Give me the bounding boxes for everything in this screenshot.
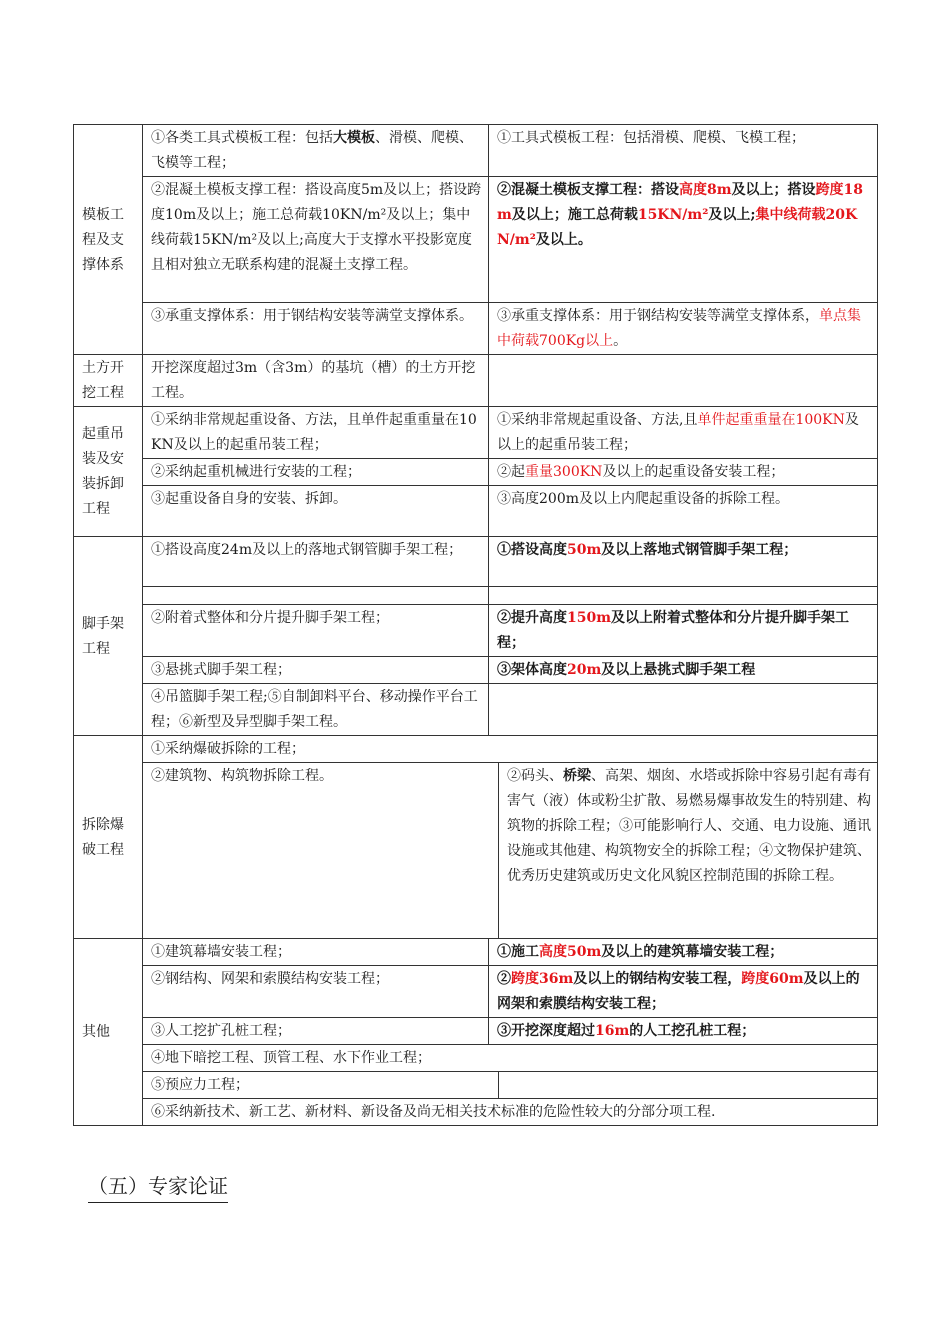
formwork-left-3: ③承重支撑体系：用于钢结构安装等满堂支撑体系。	[143, 303, 489, 355]
other-right-2: ②跨度36m及以上的钢结构安装工程，跨度60m及以上的网架和索膜结构安装工程；	[489, 966, 878, 1018]
demolition-right-2: ②码头、桥梁、高架、烟囱、水塔或拆除中容易引起有毒有害气（液）体或粉尘扩散、易燃易爆事故发生的特别建、构筑物的拆除工程；③可能影响行人、交通、电力设施、通讯设施或其他建、构筑物安全的拆除工程；④文物保护建筑、优秀历史建筑或历史文化风貌区控制范围的拆除工程。	[499, 763, 878, 939]
scaffold-spacer-right	[489, 587, 878, 605]
table-row	[74, 1018, 878, 1045]
table-row	[74, 459, 878, 486]
table-row	[74, 966, 878, 1018]
table-row	[74, 125, 878, 177]
demolition-row-1: ①采纳爆破拆除的工程；	[143, 736, 878, 763]
earthwork-left: 开挖深度超过3m（含3m）的基坑（槽）的土方开挖工程。	[143, 355, 489, 407]
formwork-left-2: ②混凝土模板支撑工程：搭设高度5m及以上；搭设跨度10m及以上；施工总荷载10KN/m²及以上；集中线荷载15KN/m²及以上;高度大于支撑水平投影宽度且相对独立无联系构建的混凝土支撑工程。	[143, 177, 489, 303]
scaffold-spacer-left	[143, 587, 489, 605]
lifting-right-1: ①采纳非常规起重设备、方法,且单件起重重量在100KN及以上的起重吊装工程；	[489, 407, 878, 459]
scaffold-left-4: ④吊篮脚手架工程;⑤自制卸料平台、移动操作平台工程；⑥新型及异型脚手架工程。	[143, 684, 489, 736]
earthwork-right	[489, 355, 878, 407]
scaffold-left-3: ③悬挑式脚手架工程；	[143, 657, 489, 684]
table-row	[74, 605, 878, 657]
section-title: （五）专家论证	[88, 1172, 228, 1203]
category-earthwork: 土方开挖工程	[74, 355, 143, 407]
table-row	[74, 1099, 878, 1126]
table-row	[74, 303, 878, 355]
formwork-left-1: ①各类工具式模板工程：包括大模板、滑模、爬模、飞模等工程；	[143, 125, 489, 177]
table-row	[74, 177, 878, 303]
other-left-1: ①建筑幕墙安装工程；	[143, 939, 489, 966]
table-row	[74, 1072, 878, 1099]
lifting-left-1: ①采纳非常规起重设备、方法，且单件起重重量在10KN及以上的起重吊装工程；	[143, 407, 489, 459]
lifting-left-3: ③起重设备自身的安装、拆卸。	[143, 486, 489, 537]
category-other: 其他	[74, 939, 143, 1126]
other-left-3: ③人工挖扩孔桩工程；	[143, 1018, 489, 1045]
scaffold-right-2: ②提升高度150m及以上附着式整体和分片提升脚手架工程；	[489, 605, 878, 657]
scaffold-left-1: ①搭设高度24m及以上的落地式钢管脚手架工程；	[143, 537, 489, 587]
table-row	[74, 537, 878, 587]
other-right-5	[499, 1072, 878, 1099]
category-lifting: 起重吊装及安装拆卸工程	[74, 407, 143, 537]
other-right-3: ③开挖深度超过16m的人工挖孔桩工程；	[489, 1018, 878, 1045]
category-demolition: 拆除爆破工程	[74, 736, 143, 939]
table-row	[74, 763, 878, 939]
formwork-right-3: ③承重支撑体系：用于钢结构安装等满堂支撑体系，单点集中荷载700Kg以上。	[489, 303, 878, 355]
lifting-left-2: ②采纳起重机械进行安装的工程；	[143, 459, 489, 486]
other-left-5: ⑤预应力工程；	[143, 1072, 499, 1099]
table-row	[74, 587, 878, 605]
category-formwork: 模板工程及支撑体系	[74, 125, 143, 355]
table-row	[74, 657, 878, 684]
table-row	[74, 407, 878, 459]
other-right-1: ①施工高度50m及以上的建筑幕墙安装工程；	[489, 939, 878, 966]
scaffold-right-4	[489, 684, 878, 736]
demolition-left-2: ②建筑物、构筑物拆除工程。	[143, 763, 499, 939]
table-row	[74, 1045, 878, 1072]
other-row-6: ⑥采纳新技术、新工艺、新材料、新设备及尚无相关技术标准的危险性较大的分部分项工程.	[143, 1099, 878, 1126]
hazard-project-table	[73, 124, 878, 1126]
formwork-right-1: ①工具式模板工程：包括滑模、爬模、飞模工程；	[489, 125, 878, 177]
other-left-2: ②钢结构、网架和索膜结构安装工程；	[143, 966, 489, 1018]
lifting-right-2: ②起重量300KN及以上的起重设备安装工程；	[489, 459, 878, 486]
category-scaffold: 脚手架工程	[74, 537, 143, 736]
scaffold-left-2: ②附着式整体和分片提升脚手架工程；	[143, 605, 489, 657]
table-row	[74, 736, 878, 763]
scaffold-right-3: ③架体高度20m及以上悬挑式脚手架工程	[489, 657, 878, 684]
table-row	[74, 486, 878, 537]
table-row	[74, 939, 878, 966]
scaffold-right-1: ①搭设高度50m及以上落地式钢管脚手架工程；	[489, 537, 878, 587]
table-row	[74, 355, 878, 407]
table-row	[74, 684, 878, 736]
lifting-right-3: ③高度200m及以上内爬起重设备的拆除工程。	[489, 486, 878, 537]
other-row-4: ④地下暗挖工程、顶管工程、水下作业工程；	[143, 1045, 878, 1072]
formwork-right-2: ②混凝土模板支撑工程：搭设高度8m及以上；搭设跨度18m及以上；施工总荷载15KN/m²及以上;集中线荷载20KN/m²及以上。	[489, 177, 878, 303]
